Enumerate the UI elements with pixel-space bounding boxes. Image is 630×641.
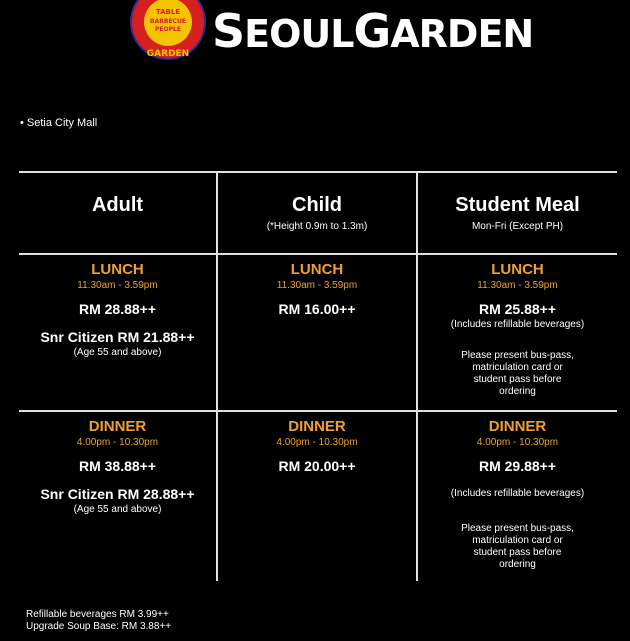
- dinner-student-price: RM 29.88++: [478, 458, 557, 474]
- column-title-adult: Adult: [91, 194, 144, 216]
- dinner-senior-price: Snr Citizen RM 28.88++: [40, 486, 195, 502]
- dinner-adult-price: RM 38.88++: [78, 458, 157, 474]
- svg-text:PEOPLE: PEOPLE: [155, 26, 181, 33]
- dinner-time: 4.00pm - 10.30pm: [476, 437, 559, 448]
- pass-note-line: matriculation card or: [472, 535, 563, 546]
- column-header-child: [218, 194, 416, 232]
- table-divider-lunch: [19, 410, 617, 412]
- column-header-student: [418, 194, 617, 232]
- footer-notes: [26, 609, 171, 633]
- lunch-time: 11.30am - 3.59pm: [276, 280, 358, 291]
- column-title-student: Student Meal: [455, 194, 580, 216]
- lunch-senior-note: (Age 55 and above): [73, 347, 162, 358]
- dinner-adult-cell: [19, 418, 216, 515]
- column-header-adult: [19, 194, 216, 217]
- lunch-student-cell: [418, 261, 617, 398]
- dinner-time: 4.00pm - 10.30pm: [276, 437, 358, 448]
- lunch-adult-price: RM 28.88++: [78, 301, 157, 317]
- table-border-top: [19, 171, 617, 173]
- pass-note-line: student pass before: [473, 374, 562, 385]
- lunch-label: LUNCH: [491, 261, 544, 278]
- header: [0, 0, 630, 70]
- lunch-child-price: RM 16.00++: [278, 301, 356, 317]
- dinner-time: 4.00pm - 10.30pm: [76, 437, 159, 448]
- dinner-student-note: (Includes refillable beverages): [450, 488, 585, 499]
- lunch-student-price: RM 25.88++: [478, 301, 557, 317]
- pass-note-line: Please present bus-pass,: [461, 523, 574, 534]
- refill-beverage-note: Refillable beverages RM 3.99++: [26, 609, 169, 620]
- column-subtitle-child: (*Height 0.9m to 1.3m): [266, 221, 368, 232]
- table-divider-col1: [216, 171, 218, 581]
- dinner-label: DINNER: [288, 418, 346, 435]
- pass-note-line: student pass before: [473, 547, 562, 558]
- lunch-adult-cell: [19, 261, 216, 358]
- dinner-student-cell: [418, 418, 617, 571]
- dinner-label: DINNER: [88, 418, 147, 435]
- dinner-student-pass-note: [418, 523, 617, 571]
- pass-note-line: matriculation card or: [472, 362, 563, 373]
- lunch-label: LUNCH: [290, 261, 344, 278]
- brand-wordmark: SEOULGARDEN: [212, 4, 534, 58]
- pass-note-line: ordering: [499, 386, 536, 397]
- lunch-student-pass-note: [418, 350, 617, 398]
- lunch-senior-price: Snr Citizen RM 21.88++: [40, 329, 195, 345]
- location-label: • Setia City Mall: [20, 117, 98, 129]
- seoul-garden-logo-icon: [127, 0, 209, 62]
- soup-upgrade-note: Upgrade Soup Base: RM 3.88++: [26, 621, 172, 632]
- lunch-child-cell: [218, 261, 416, 317]
- dinner-label: DINNER: [488, 418, 547, 435]
- lunch-student-note: (Includes refillable beverages): [450, 319, 585, 330]
- lunch-time: 11.30am - 3.59pm: [77, 280, 158, 291]
- pass-note-line: Please present bus-pass,: [461, 350, 574, 361]
- dinner-senior-note: (Age 55 and above): [73, 504, 162, 515]
- dinner-child-price: RM 20.00++: [278, 458, 356, 474]
- lunch-label: LUNCH: [91, 261, 144, 278]
- svg-text:BARBECUE: BARBECUE: [150, 18, 186, 25]
- svg-text:GARDEN: GARDEN: [146, 49, 190, 59]
- pass-note-line: ordering: [499, 559, 536, 570]
- price-table: [19, 171, 630, 581]
- dinner-child-cell: [218, 418, 416, 474]
- svg-text:TABLE: TABLE: [155, 8, 181, 16]
- column-subtitle-student: Mon-Fri (Except PH): [471, 221, 564, 232]
- table-divider-header: [19, 253, 617, 255]
- lunch-time: 11.30am - 3.59pm: [477, 280, 558, 291]
- column-title-child: Child: [292, 194, 342, 216]
